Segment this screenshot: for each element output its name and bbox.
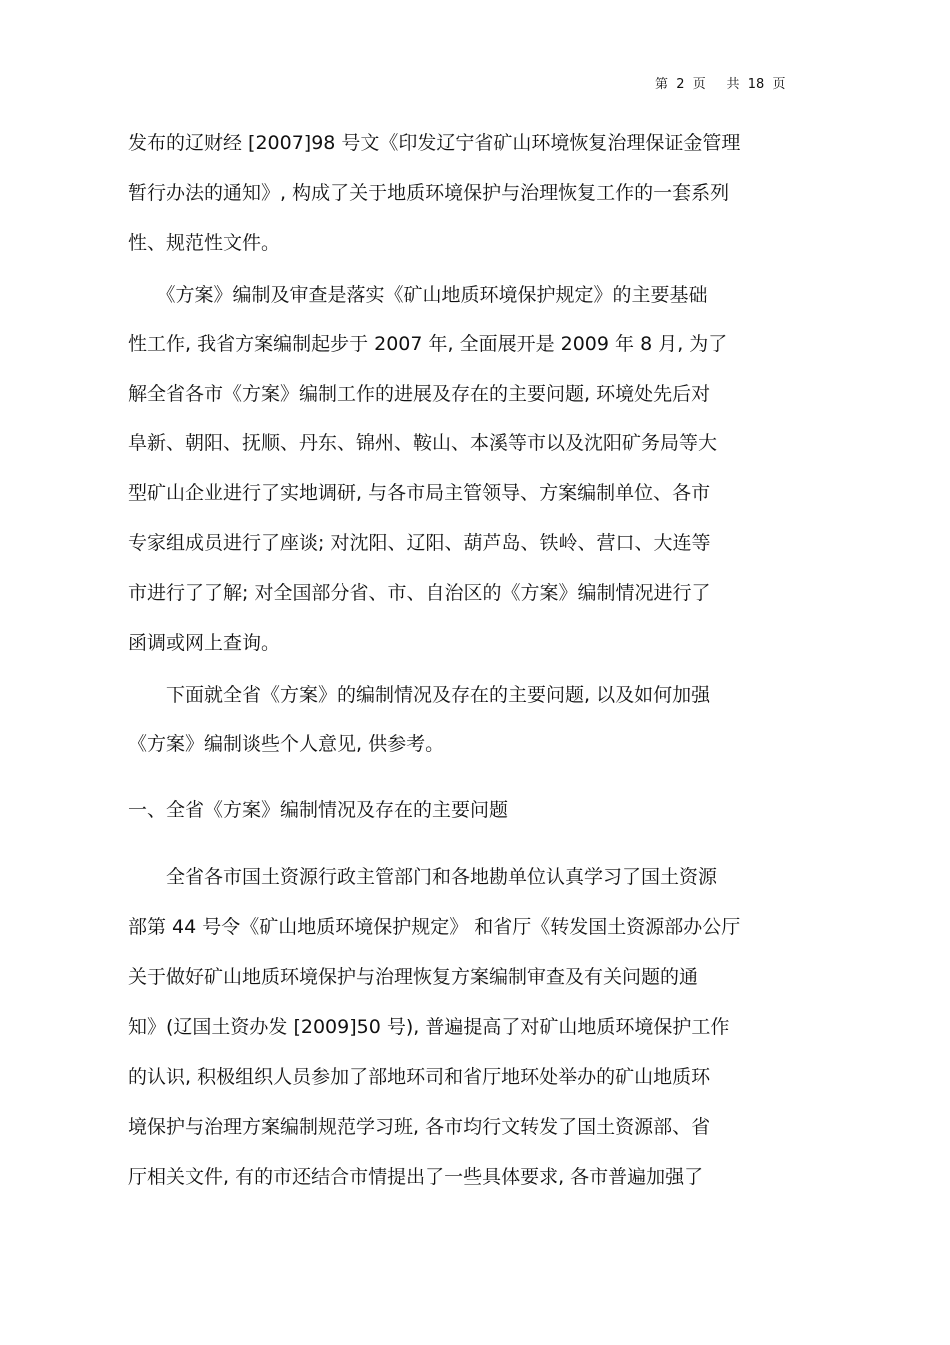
- text-line: 暂行办法的通知》, 构成了关于地质环境保护与治理恢复工作的一套系列: [128, 182, 730, 204]
- text-line: 函调或网上查询。: [128, 632, 281, 654]
- text-line: 《方案》编制谈些个人意见, 供参考。: [128, 733, 445, 755]
- page-number: 第 2 页 共 18 页: [655, 77, 786, 92]
- text-line: 《方案》编制及审查是落实《矿山地质环境保护规定》的主要基础: [128, 284, 708, 306]
- text-line: 性、规范性文件。: [128, 232, 281, 254]
- text-line: 境保护与治理方案编制规范学习班, 各市均行文转发了国土资源部、省: [128, 1116, 711, 1138]
- section-heading: 一、全省《方案》编制情况及存在的主要问题: [128, 799, 509, 821]
- text-line: 下面就全省《方案》的编制情况及存在的主要问题, 以及如何加强: [128, 684, 711, 706]
- text-line: 全省各市国土资源行政主管部门和各地勘单位认真学习了国土资源: [128, 866, 718, 888]
- text-line: 发布的辽财经 [2007]98 号文《印发辽宁省矿山环境恢复治理保证金管理: [128, 132, 741, 154]
- text-line: 性工作, 我省方案编制起步于 2007 年, 全面展开是 2009 年 8 月, 为了: [128, 333, 728, 355]
- text-line: 知》(辽国土资办发 [2009]50 号), 普遍提高了对矿山地质环境保护工作: [128, 1016, 730, 1038]
- text-line: 的认识, 积极组织人员参加了部地环司和省厅地环处举办的矿山地质环: [128, 1066, 711, 1088]
- text-line: 解全省各市《方案》编制工作的进展及存在的主要问题, 环境处先后对: [128, 383, 711, 405]
- text-line: 关于做好矿山地质环境保护与治理恢复方案编制审查及有关问题的通: [128, 966, 699, 988]
- text-line: 部第 44 号令《矿山地质环境保护规定》 和省厅《转发国土资源部办公厅: [128, 916, 741, 938]
- text-line: 阜新、朝阳、抚顺、丹东、锦州、鞍山、本溪等市以及沈阳矿务局等大: [128, 432, 718, 454]
- text-line: 型矿山企业进行了实地调研, 与各市局主管领导、方案编制单位、各市: [128, 482, 711, 504]
- text-line: 市进行了了解; 对全国部分省、市、自治区的《方案》编制情况进行了: [128, 582, 711, 604]
- text-line: 厅相关文件, 有的市还结合市情提出了一些具体要求, 各市普遍加强了: [128, 1166, 704, 1188]
- text-line: 专家组成员进行了座谈; 对沈阳、辽阳、葫芦岛、铁岭、营口、大连等: [128, 532, 711, 554]
